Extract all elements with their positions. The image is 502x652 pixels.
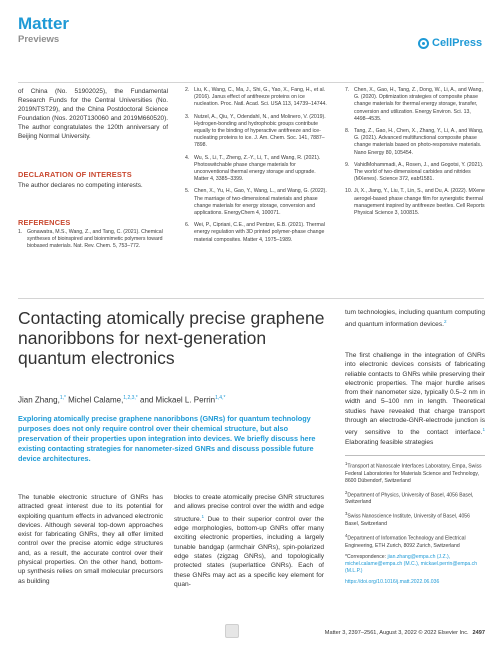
body-column-1: The tunable electronic structure of GNRs has attracted great interest due to its potential for exploiting quantum effects in advanced electronic devices. Although several top-down approaches exist for fabricating GNRs, they all offer limited control over the precise atomic edge structures and, as a result, the accurate control over their physical properties. On the other hand, bottom-up synthesis relies on small molecular precursors as building (18, 494, 163, 585)
reference-column-1 (18, 229, 168, 256)
reference-item: 9. VahidMohammadi, A., Rosen, J., and Gogotsi, Y. (2021). The world of two-dimensional carbides and nitrides (MXenes). Science 372, eabf1581. (345, 161, 484, 183)
references-heading: REFERENCES (18, 218, 71, 227)
doi (345, 579, 485, 586)
body-column-2: blocks to create atomically precise GNR structures and allows precise control over the width and edge structure.$^1$ Due to their superior control over the edge morphologies, bottom-up GNRs offer many exciting electronic properties, including a largely tunable bandgap (armchair GNRs), spin-polarized edge states (zigzag GNRs), and topologically protected states (superlattice GNRs). Each of these GNRs may act as a specific key element for quan- (174, 494, 324, 588)
funding-text: of China (No. 51902025), the Fundamental Research Funds for the Central Universities (No. 2019NTST29), and the China Postdoctoral Science Foundation (Nos. 2020T130060 and 2019M660520). The author congratulates the 120th anniversary of Beijing Normal University. (18, 88, 168, 140)
correspondence: *Correspondence: jian.zhang@empa.ch (J.Z.), michel.calame@empa.ch (M.C.), mickael.perrin@empa.ch (M.L.P.) (345, 553, 478, 574)
reference-column-2 (185, 87, 330, 249)
cellpress-logo-icon (418, 38, 429, 49)
citation-marker[interactable]: 1 (482, 427, 485, 433)
body-column-3-top: tum technologies, including quantum computing and quantum information devices.$^2$ (345, 309, 485, 329)
author-name: and Mickael L. Perrin (137, 395, 216, 405)
affiliation-item: $^3$Swiss Nanoscience Institute, University of Basel, 4056 Basel, Switzerland (345, 511, 470, 528)
author-name: Jian Zhang, (18, 395, 60, 405)
section-label: Previews (18, 34, 60, 45)
author-affiliation-marker: 1,* (59, 395, 66, 401)
declaration-heading: DECLARATION OF INTERESTS (18, 170, 132, 179)
declaration-text: The author declares no competing interests. (18, 182, 143, 189)
doi-link[interactable]: https://doi.org/10.1016/j.matt.2022.06.036 (345, 578, 440, 585)
affiliation-item: $^2$Department of Physics, University of Basel, 4056 Basel, Switzerland (345, 489, 474, 506)
citation-marker[interactable]: 1 (201, 513, 205, 519)
reference-item: 2. Liu, K., Wang, C., Ma, J., Shi, G., Yao, X., Fang, H., et al. (2016). Janus effect of antifreeze proteins on ice nucleation. Proc. Natl. Acad. Sci. USA 113, 14739–14744. (185, 87, 327, 108)
reference-item: 7. Chen, X., Gao, H., Tang, Z., Dong, W., Li, A., and Wang, G. (2020). Optimization strategies of composite phase change materials for thermal energy storage, transfer, conversion and utilization. Energy Environ. Sci. 13, 4498–4535. (345, 87, 483, 122)
reference-item: 4. Wu, S., Li, T., Zheng, Z.-Y., Li, T., and Wang, R. (2021). Photoswitchable phase change materials for unconventional thermal energy storage and upgrade. Matter 4, 3385–3399. (185, 154, 321, 183)
reference-item: 1. Gonawatra, M.S., Wang, Z., and Tang, C. (2021). Chemical syntheses of bioinspired and bioinmimetic polymers toward biobased materials. Nat. Rev. Chem. 5, 753–772. (18, 229, 163, 250)
reference-column-3 (345, 87, 485, 222)
author-affiliation-marker: 1,2,3,* (123, 395, 138, 401)
reference-item: 6. Wei, P., Cipriani, C.E., and Pentzer, E.B. (2021). Thermal energy regulation with 3D printed polymer-phase change material composites. Matter 4, 1975–1989. (185, 222, 325, 243)
reference-item: 10. Ji, X., Jiang, Y., Liu, T., Lin, S., and Du, A. (2022). MXene aerogel-based phase change film for synergistic thermal management inspired by antifreeze beetles. Cell Reports Physical Science 3, 100815. (345, 188, 485, 217)
correspondence-emails[interactable]: jian.zhang@empa.ch (J.Z.), michel.calame@empa.ch (M.C.), mickael.perrin@empa.ch (M.L.P.) (345, 553, 478, 574)
affiliation-item: $^4$Department of Information Technology and Electrical Engineering, ETH Zurich, 8092 Zurich, Switzerland (345, 533, 466, 549)
article-title: Contacting atomically precise graphene nanoribbons for next-generation quantum electronics (18, 308, 325, 368)
citation-marker[interactable]: 2 (443, 319, 447, 325)
affiliation-item: $^1$Transport at Nanoscale Interfaces Laboratory, Empa, Swiss Federal Laboratories for Materials Science and Technology, 8600 Dübendorf, Switzerland (345, 461, 482, 484)
header-divider (18, 82, 484, 83)
author-list (18, 395, 328, 405)
footer-citation: Matter 3, 2397–2561, August 3, 2022 © 2022 Elsevier Inc. (324, 630, 469, 636)
affiliations (345, 460, 485, 590)
author-affiliation-marker: 1,4,* (215, 395, 226, 401)
publisher-logo (418, 37, 482, 49)
page-footer (230, 630, 485, 636)
reference-item: 3. Nutzel, A., Qiu, Y., Odendahl, N., and Molinero, V. (2019). Hydrogen-bonding and hydrophobic groups contribute equally to the binding of hyperactive antifreeze and ice-nucleating proteins to ice. J. Am. Chem. Soc. 141, 7887–7898. (185, 113, 326, 149)
reference-item: 5. Chen, X., Yu, H., Gao, Y., Wang, L., and Wang, G. (2022). The marriage of two-dimensional materials and phase change materials for energy storage, conversion and applications. EnergyChem 4, 100071. (185, 188, 327, 217)
article-divider (18, 298, 484, 299)
publisher-name: CellPress (432, 37, 483, 49)
body-column-3-main: The first challenge in the integration of GNRs into electronic devices consists of fabricating reliable contacts to GNRs while preserving their electronic properties. The major hurdle arises from their nanometer size, typically 0.5–2 nm in width and 5–100 nm in length. Theoretical studies have revealed that charge transport through an electrode-GNR-electrode junction is very sensitive to the contact interface.$^1$ Elaborating feasible strategies (345, 352, 485, 446)
reference-item: 8. Tang, Z., Gao, H., Chen, X., Zhang, Y., Li, A., and Wang, G. (2021). Advanced multifunctional composite phase change materials based on photo-responsive materials. Nano Energy 80, 105454. (345, 128, 484, 156)
abstract: Exploring atomically precise graphene nanoribbons (GNRs) for quantum technology purposes does not only require control over their chemical structure, but also preservation of their properties upon integration into devices. We briefly discuss here existing contacting strategies for nanometer-sized GNRs and discuss possible future device architectures. (18, 414, 316, 463)
author-name: Michel Calame, (65, 395, 124, 405)
journal-title: Matter (18, 14, 70, 33)
page-number: 2497 (472, 630, 485, 636)
affiliation-divider (345, 455, 485, 456)
